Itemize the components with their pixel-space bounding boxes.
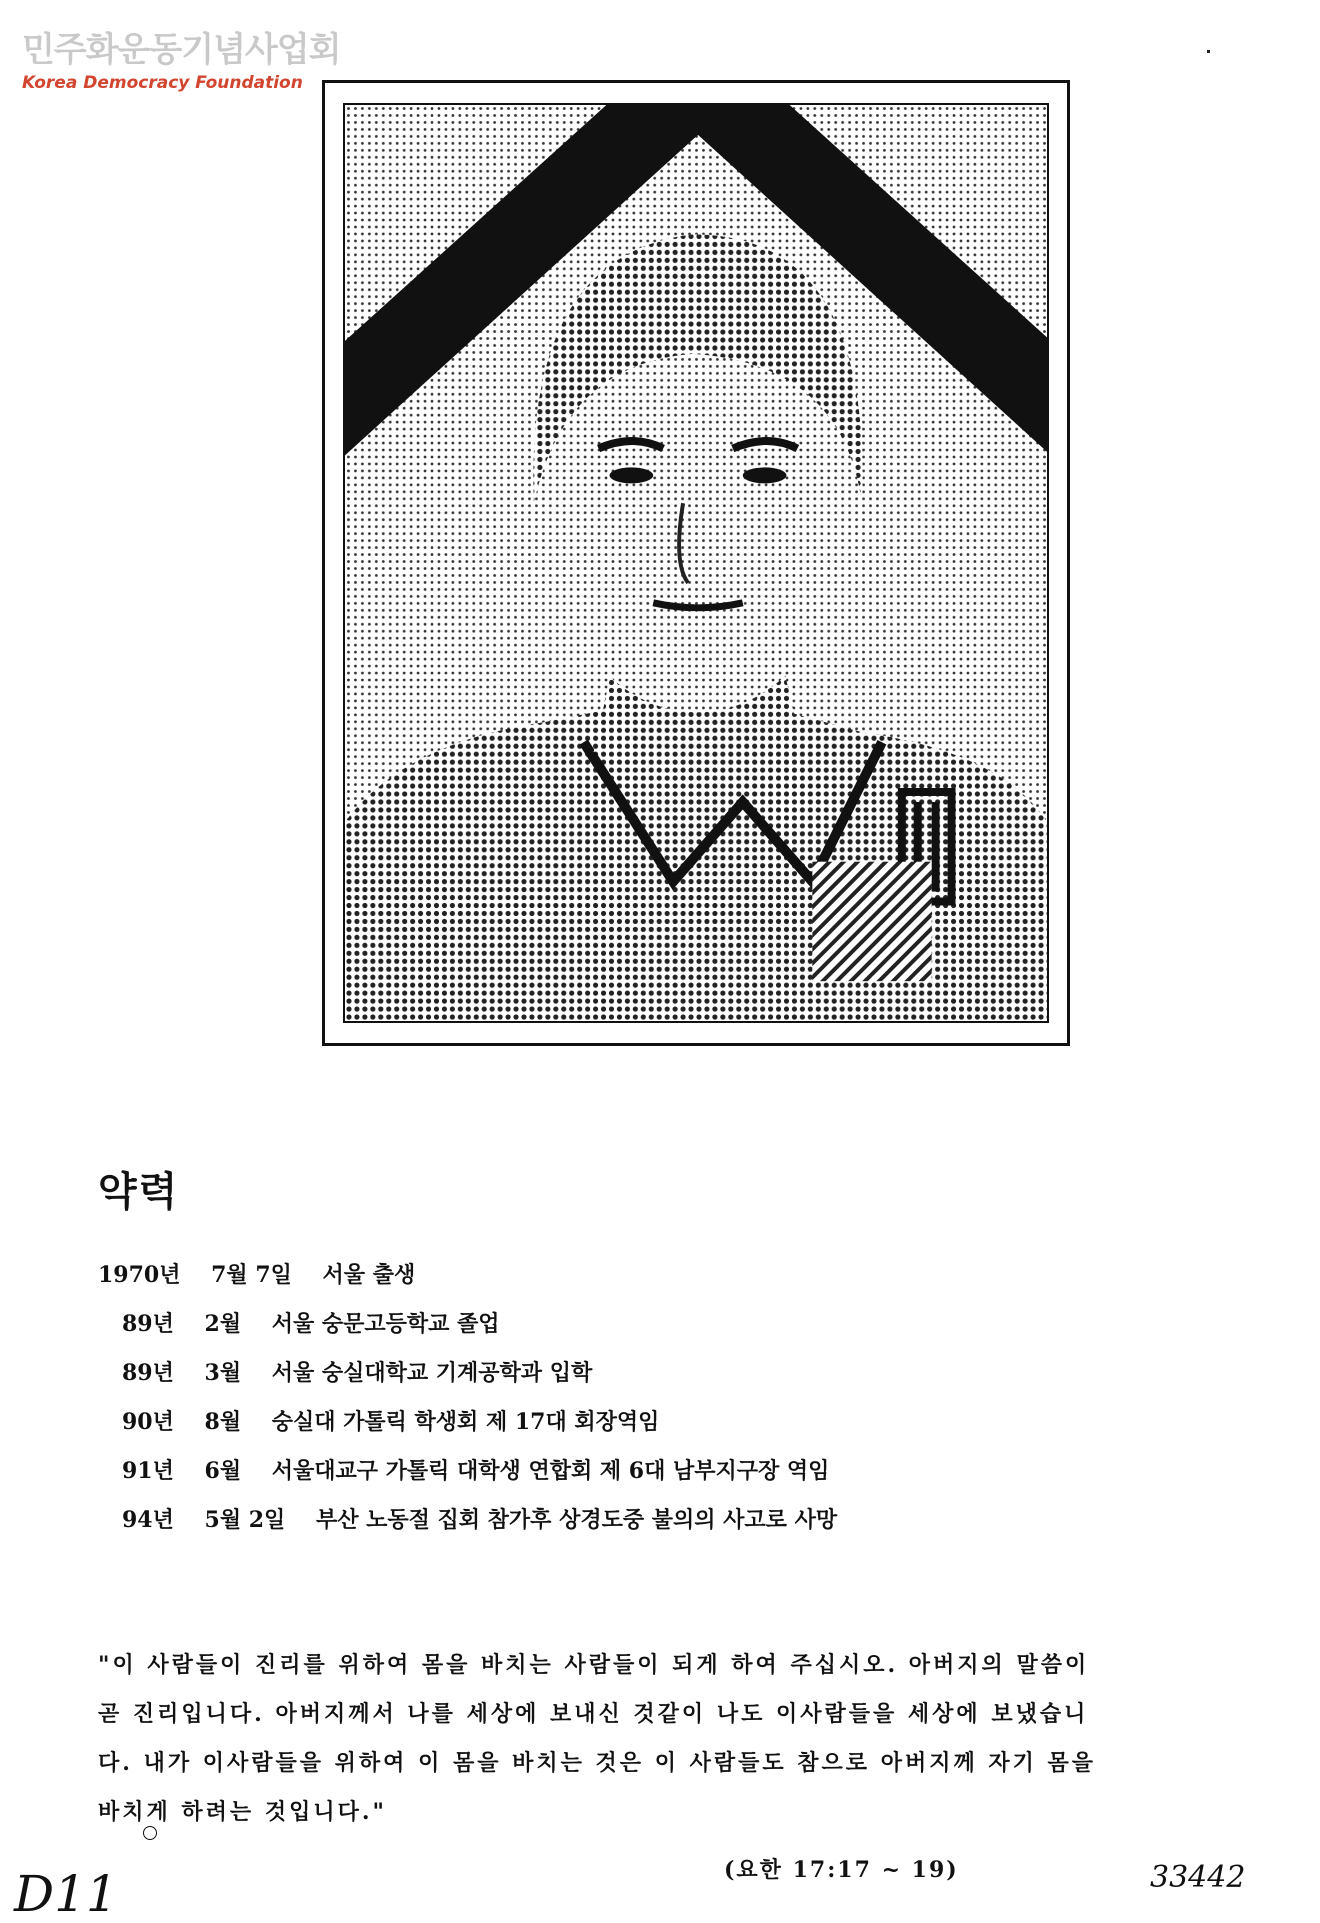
- history-event: 서울대교구 가톨릭 대학생 연합회 제 6대 남부지구장 역임: [271, 1458, 830, 1484]
- handwritten-mark: [143, 1826, 157, 1840]
- quote-line: 바치게 하려는 것입니다.": [98, 1799, 387, 1825]
- handwritten-page-code: D11: [14, 1865, 118, 1923]
- quote-line: "이 사람들이 진리를 위하여 몸을 바치는 사람들이 되게 하여 주십시오. 아버지의 말씀이: [98, 1652, 1090, 1678]
- history-date: 8월: [204, 1409, 242, 1435]
- quote-line: 곧 진리입니다. 아버지께서 나를 세상에 보내신 것같이 나도 이사람들을 세상에 보냈습니: [98, 1701, 1089, 1727]
- history-row: [98, 1454, 837, 1503]
- history-event: 숭실대 가톨릭 학생회 제 17대 회장역임: [271, 1409, 660, 1435]
- watermark-english: Korea Democracy Foundation: [22, 73, 303, 93]
- watermark: [22, 22, 340, 93]
- quote-citation: (요한 17:17 ~ 19): [724, 1857, 959, 1883]
- history-date: 5월 2일: [204, 1507, 286, 1533]
- history-event: 부산 노동절 집회 참가후 상경도중 불의의 사고로 사망: [315, 1507, 838, 1533]
- history-year: 89년: [122, 1311, 174, 1337]
- history-event: 서울 숭문고등학교 졸업: [271, 1311, 500, 1337]
- history-row: [98, 1503, 837, 1552]
- memorial-portrait: [343, 103, 1049, 1023]
- history-row: [98, 1307, 837, 1356]
- watermark-korean: 민주화운동기념사업회: [22, 30, 341, 70]
- history-year: 91년: [122, 1458, 174, 1484]
- history-date: 7월 7일: [211, 1262, 292, 1288]
- handwritten-archive-number: 33442: [1150, 1860, 1246, 1895]
- history-list: [98, 1258, 837, 1552]
- quote-line: 다. 내가 이사람들을 위하여 이 몸을 바치는 것은 이 사람들도 참으로 아버지께 자기 몸을: [98, 1750, 1097, 1776]
- bible-quote: [98, 1648, 1228, 1844]
- history-date: 6월: [204, 1458, 242, 1484]
- history-date: 3월: [204, 1360, 242, 1386]
- history-year: 89년: [122, 1360, 174, 1386]
- portrait-image: [345, 105, 1047, 1021]
- history-event: 서울 숭실대학교 기계공학과 입학: [271, 1360, 593, 1386]
- history-date: 2월: [204, 1311, 242, 1337]
- history-row: [98, 1258, 837, 1307]
- history-year: 1970년: [98, 1262, 181, 1288]
- portrait-frame: [322, 80, 1070, 1046]
- history-row: [98, 1405, 837, 1454]
- history-event: 서울 출생: [322, 1262, 416, 1288]
- section-title: 약력: [98, 1169, 180, 1215]
- history-year: 90년: [122, 1409, 174, 1435]
- history-row: [98, 1356, 837, 1405]
- history-year: 94년: [122, 1507, 174, 1533]
- scan-speck: [1207, 50, 1210, 53]
